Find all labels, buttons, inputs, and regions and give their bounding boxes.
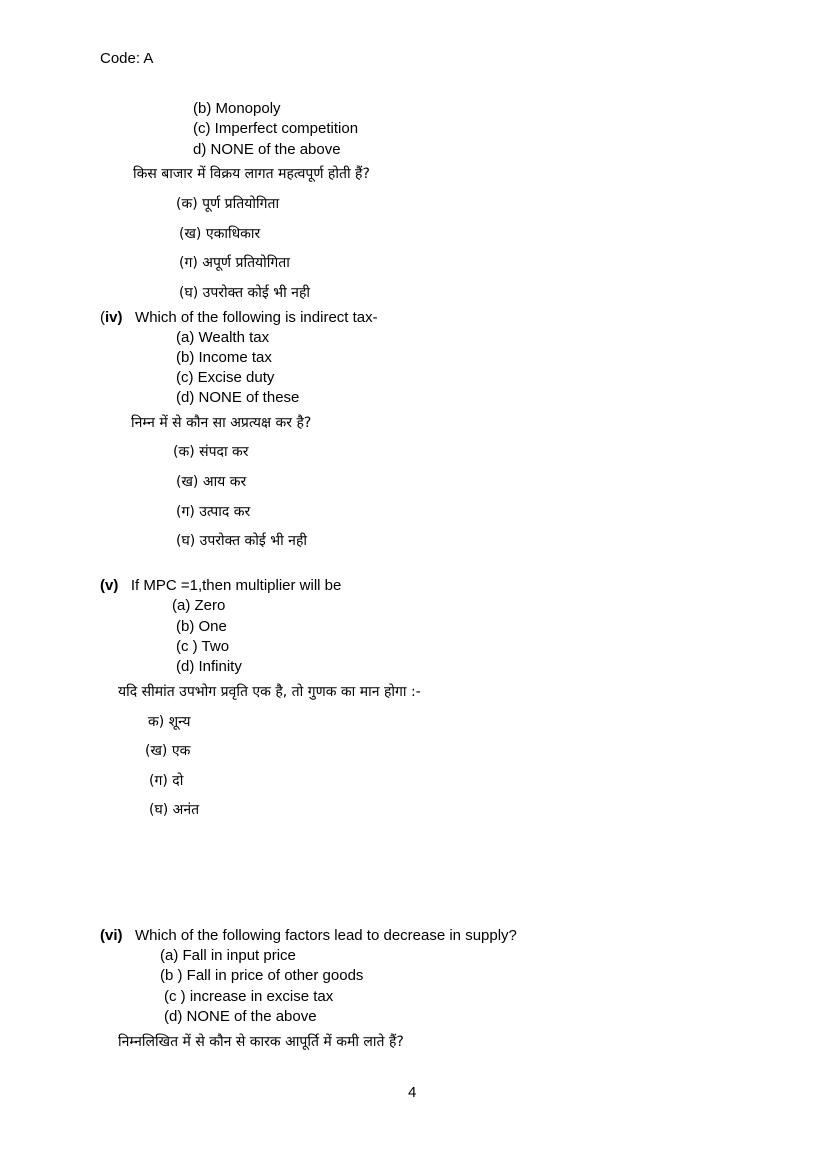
q6-question-hi: निम्नलिखित में से कौन से कारक आपूर्ति में कमी लाते हैं? xyxy=(118,1034,404,1050)
q5-option-c-en: (c ) Two xyxy=(176,638,230,655)
q4-question-en: Which of the following is indirect tax- xyxy=(135,309,378,326)
q4-question-hi: निम्न में से कौन सा अप्रत्यक्ष कर है? xyxy=(131,415,312,431)
q3-option-a-hi: (क) पूर्ण प्रतियोगिता xyxy=(176,196,280,212)
q5-option-a-hi: क) शून्य xyxy=(148,714,191,730)
q4-option-a-hi: (क) संपदा कर xyxy=(173,444,249,460)
q3-option-b-hi: (ख) एकाधिकार xyxy=(179,226,261,242)
q6-number: (vi) xyxy=(100,927,123,944)
q3-option-b-en: (b) Monopoly xyxy=(193,100,281,117)
q4-option-c-hi: (ग) उत्पाद कर xyxy=(176,504,251,520)
q3-option-d-hi: (घ) उपरोक्त कोई भी नही xyxy=(179,285,311,301)
q3-question-hi: किस बाजार में विक्रय लागत महत्वपूर्ण होती हैं? xyxy=(133,166,370,182)
q6-option-a-en: (a) Fall in input price xyxy=(160,947,296,964)
q4-header xyxy=(100,309,378,327)
q6-header xyxy=(100,927,517,945)
q4-option-b-hi: (ख) आय कर xyxy=(176,474,247,490)
q5-question-hi: यदि सीमांत उपभोग प्रवृति एक है, तो गुणक का मान होगा :- xyxy=(118,684,421,700)
q6-option-d-en: (d) NONE of the above xyxy=(164,1008,317,1025)
q6-question-en: Which of the following factors lead to decrease in supply? xyxy=(135,927,517,944)
q5-option-a-en: (a) Zero xyxy=(172,597,226,614)
q4-number-open: ( xyxy=(100,309,105,326)
q5-header xyxy=(100,577,341,595)
q5-option-d-hi: (घ) अनंत xyxy=(149,802,200,818)
q5-number: (v) xyxy=(100,577,119,594)
q4-option-a-en: (a) Wealth tax xyxy=(176,329,270,346)
q4-option-d-hi: (घ) उपरोक्त कोई भी नही xyxy=(176,533,308,549)
q4-option-d-en: (d) NONE of these xyxy=(176,389,300,406)
q3-option-c-en: (c) Imperfect competition xyxy=(193,120,359,137)
q4-option-c-en: (c) Excise duty xyxy=(176,369,275,386)
exam-code: Code: A xyxy=(100,50,154,67)
q5-option-c-hi: (ग) दो xyxy=(149,773,184,789)
q3-option-c-hi: (ग) अपूर्ण प्रतियोगिता xyxy=(179,255,290,271)
q5-option-b-hi: (ख) एक xyxy=(145,743,191,759)
q3-option-d-en: d) NONE of the above xyxy=(193,141,341,158)
q4-option-b-en: (b) Income tax xyxy=(176,349,272,366)
q6-option-c-en: (c ) increase in excise tax xyxy=(164,988,334,1005)
page-number: 4 xyxy=(408,1084,417,1101)
q5-option-d-en: (d) Infinity xyxy=(176,658,242,675)
q5-question-en: If MPC =1,then multiplier will be xyxy=(130,577,342,594)
q4-number: iv) xyxy=(105,309,123,326)
q5-option-b-en: (b) One xyxy=(176,618,227,635)
q6-option-b-en: (b ) Fall in price of other goods xyxy=(160,967,364,984)
